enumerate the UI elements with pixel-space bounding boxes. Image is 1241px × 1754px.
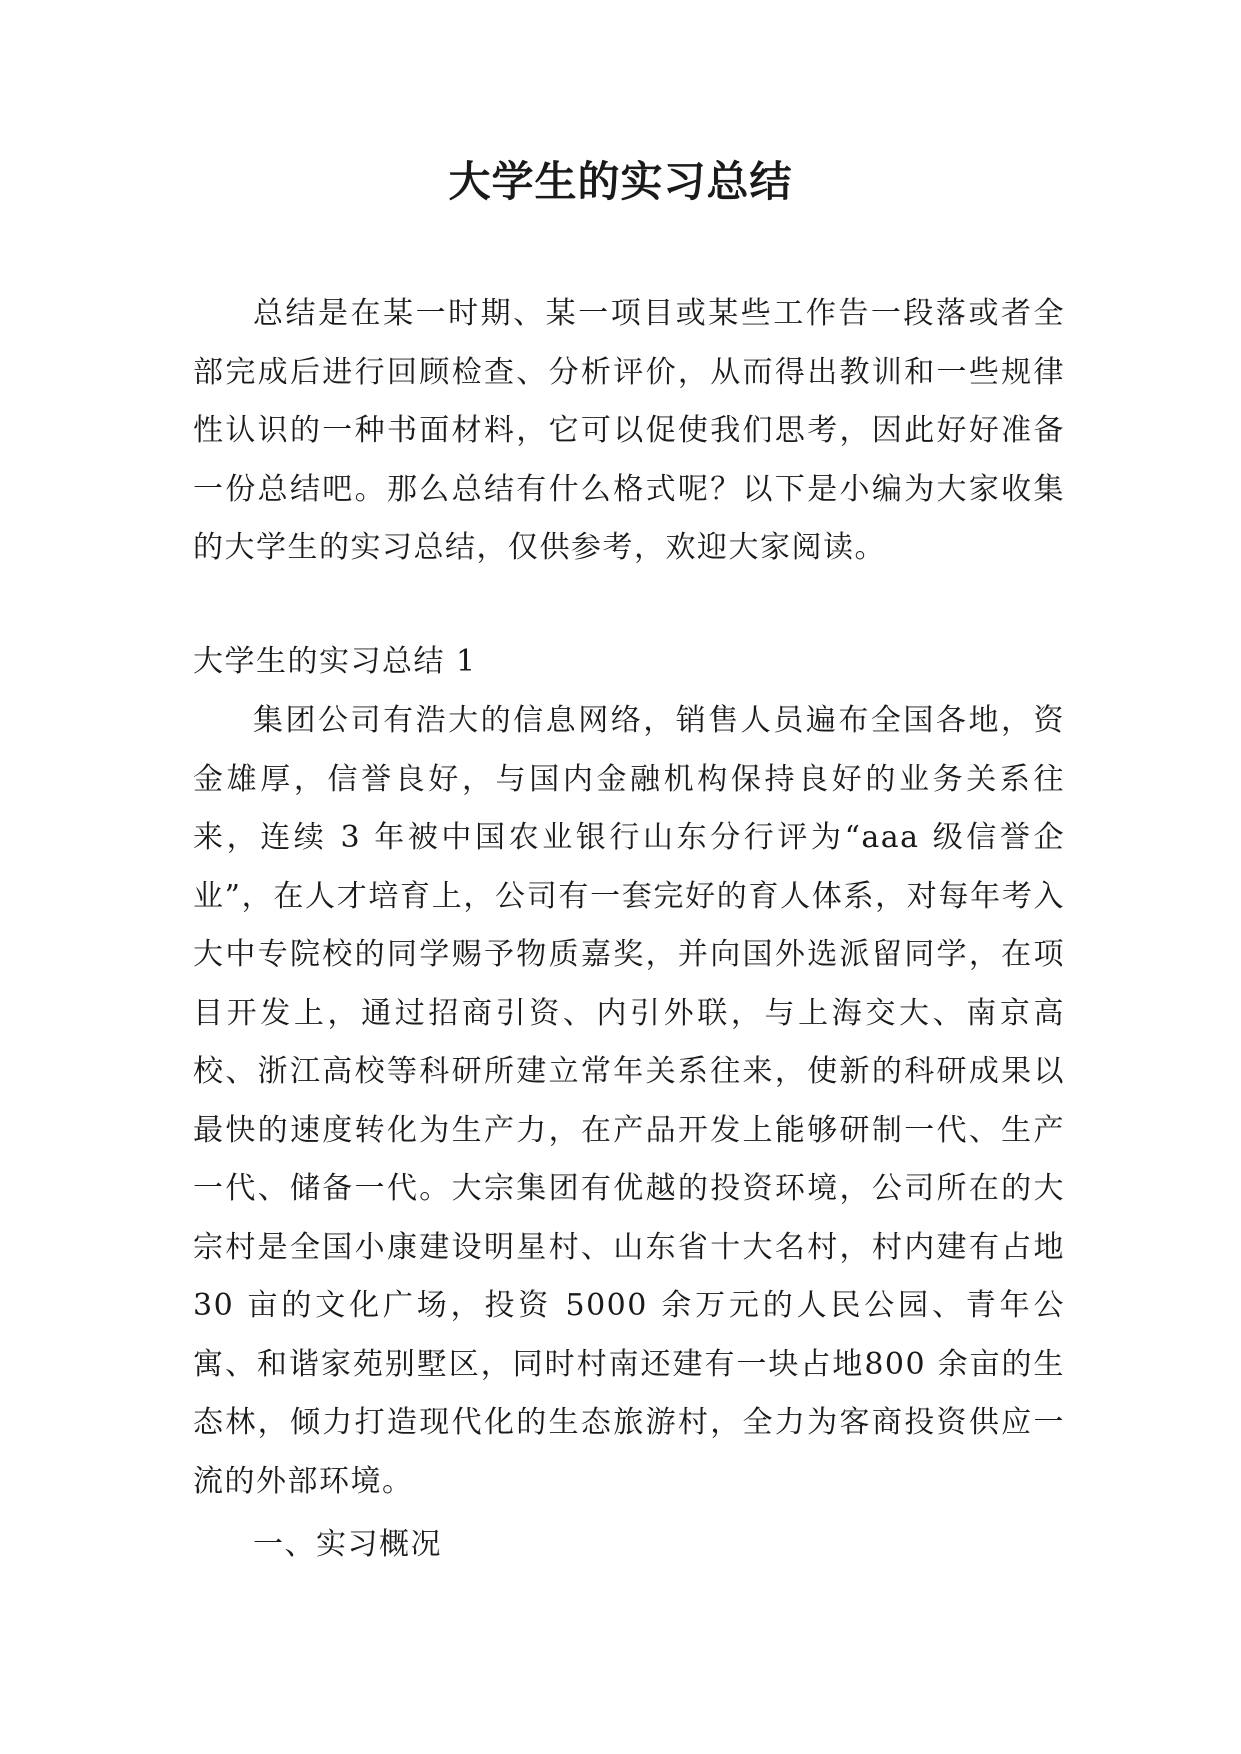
- intro-block: [193, 285, 1065, 578]
- section-body-block: [193, 692, 1065, 1511]
- document-title: 大学生的实习总结: [448, 157, 793, 206]
- intro-paragraph: 总结是在某一时期、某一项目或某些工作告一段落或者全部完成后进行回顾检查、分析评价，从而得出教训和一些规律性认识的一种书面材料，它可以促使我们思考，因此好好准备一份总结吧。那么总结有什么格式呢？以下是小编为大家收集的大学生的实习总结，仅供参考，欢迎大家阅读。: [193, 296, 1065, 565]
- section-paragraph: 集团公司有浩大的信息网络，销售人员遍布全国各地，资金雄厚，信誉良好，与国内金融机构保持良好的业务关系往来，连续 3 年被中国农业银行山东分行评为“aaa 级信誉企业”，在人才培育上，公司有一套完好的育人体系，对每年考入大中专院校的同学赐予物质嘉奖，并向国外选派留同学，在项目开发上，通过招商引资、内引外联，与上海交大、南京高校、浙江高校等科研所建立常年关系往来，使新的科研成果以最快的速度转化为生产力，在产品开发上能够研制一代、生产一代、储备一代。大宗集团有优越的投资环境，公司所在的大宗村是全国小康建设明星村、山东省十大名村，村内建有占地 30 亩的文化广场，投资 5000 余万元的人民公园、青年公寓、和谐家苑别墅区，同时村南还建有一块占地800 余亩的生态林，倾力打造现代化的生态旅游村，全力为客商投资供应一流的外部环境。: [193, 703, 1065, 1499]
- section-heading: 大学生的实习总结 1: [193, 644, 477, 679]
- sub-heading: 一、实习概况: [253, 1527, 442, 1562]
